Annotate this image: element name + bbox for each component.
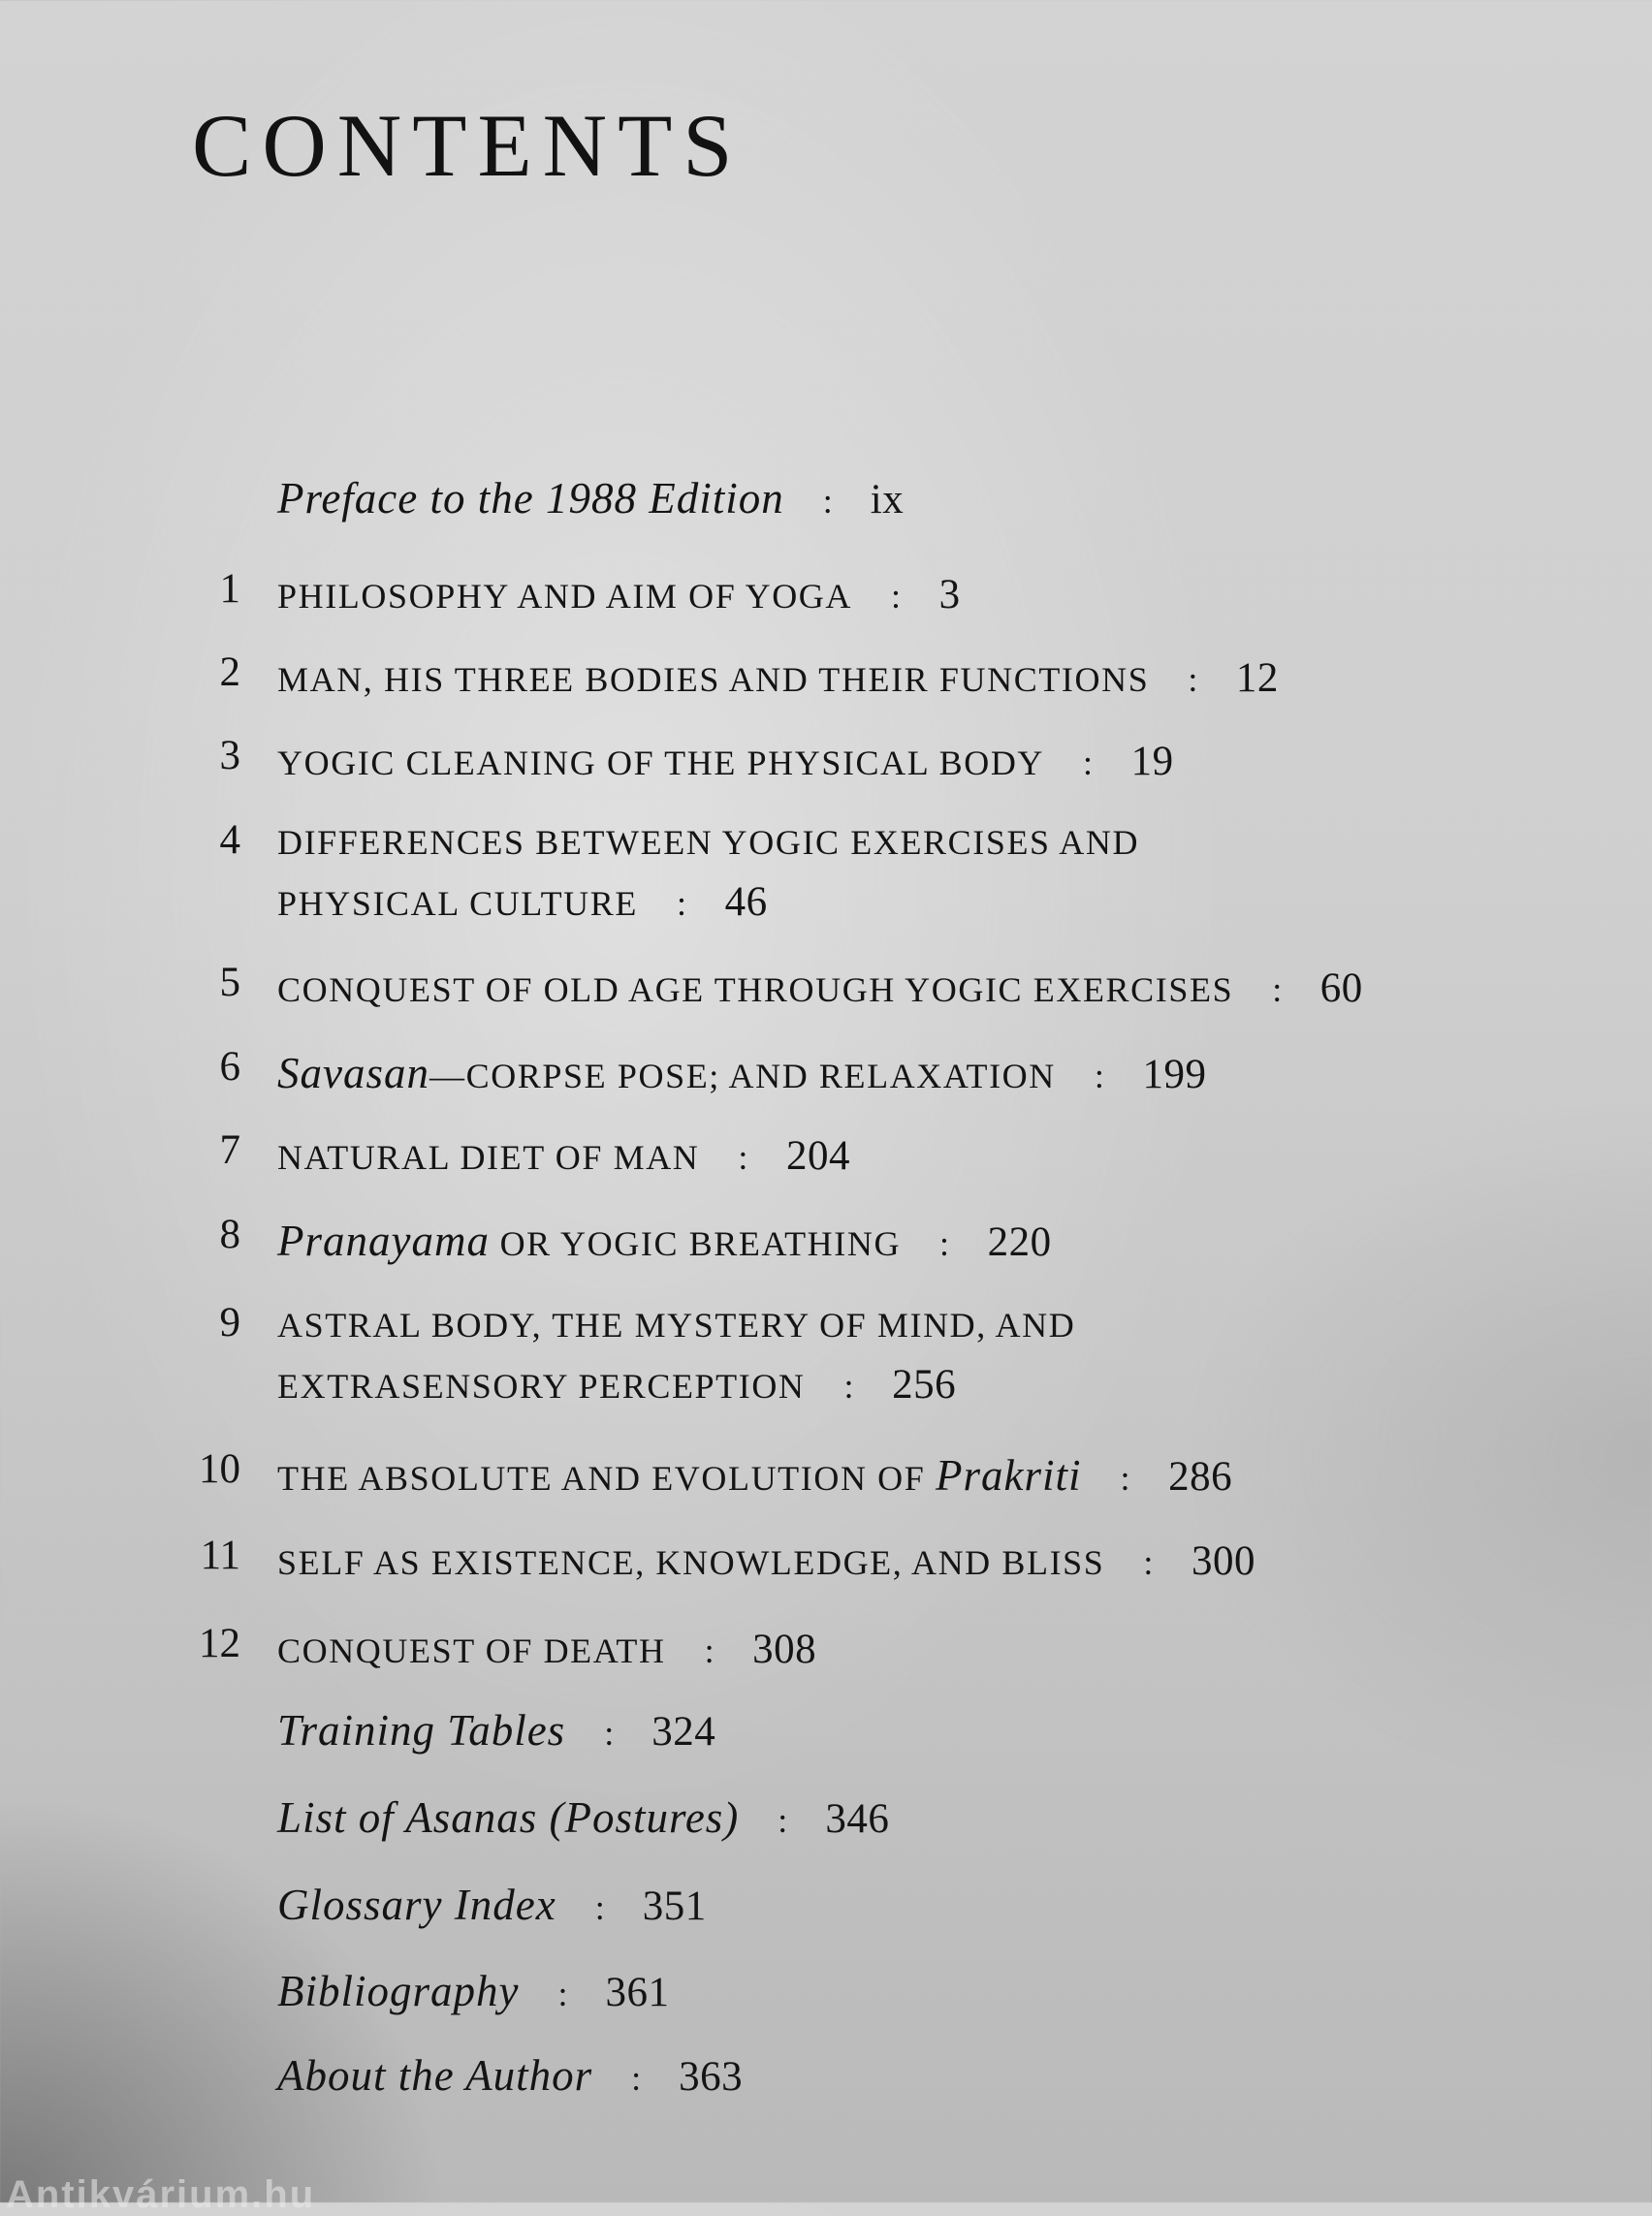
toc-entry-chapter-1[interactable] [0, 568, 1652, 646]
separator: : [676, 884, 688, 923]
separator: : [704, 1631, 716, 1670]
toc-entry-list-of-asanas[interactable] [0, 1793, 1652, 1876]
toc-entry-preface[interactable] [0, 474, 1652, 556]
separator: : [1083, 744, 1095, 782]
toc-entry-chapter-2[interactable] [0, 651, 1652, 729]
toc-entry-line [277, 1629, 816, 1670]
toc-entry-chapter-8[interactable] [0, 1214, 1652, 1291]
separator: : [822, 482, 834, 521]
separator: : [557, 1975, 569, 2013]
chapter-number: 3 [219, 733, 240, 778]
toc-entry-line [277, 1793, 890, 1842]
toc-entry-line [277, 741, 1174, 782]
page-number: 19 [1130, 739, 1174, 784]
toc-entry-chapter-4[interactable] [0, 819, 1652, 955]
separator: : [738, 1138, 750, 1177]
chapter-number: 5 [219, 960, 240, 1005]
separator: : [891, 577, 903, 616]
toc-entry-chapter-5[interactable] [0, 962, 1652, 1039]
separator: : [939, 1224, 951, 1263]
page-number: 346 [825, 1796, 890, 1842]
chapter-number: 6 [219, 1044, 240, 1090]
chapter-title: OR YOGIC BREATHING [489, 1224, 902, 1263]
toc-entry-line [277, 1706, 716, 1755]
toc-entry-line-2 [277, 881, 768, 923]
toc-entry-chapter-6[interactable] [0, 1046, 1652, 1124]
chapter-title: PHILOSOPHY AND AIM OF YOGA [277, 577, 852, 616]
toc-entry-training-tables[interactable] [0, 1706, 1652, 1789]
entry-title: Training Tables [277, 1706, 566, 1755]
page-number: 46 [724, 879, 768, 925]
separator: : [1094, 1057, 1106, 1095]
entry-title: Bibliography [277, 1967, 520, 2015]
toc-entry-line [277, 574, 961, 616]
page-number: 361 [605, 1970, 670, 2015]
chapter-title-line-2: PHYSICAL CULTURE [277, 884, 638, 923]
chapter-title-italic: Pranayama [277, 1217, 490, 1265]
chapter-number: 8 [219, 1212, 240, 1257]
chapter-number: 9 [219, 1300, 240, 1345]
watermark: Antikvárium.hu [6, 2173, 316, 2216]
separator: : [1188, 660, 1199, 699]
entry-title: List of Asanas (Postures) [277, 1793, 740, 1842]
entry-title: Glossary Index [277, 1881, 556, 1929]
page-number: 60 [1319, 966, 1363, 1011]
toc-entry-line [277, 2051, 744, 2100]
page-number: 363 [679, 2054, 744, 2100]
chapter-title-line-2: EXTRASENSORY PERCEPTION [277, 1367, 806, 1406]
toc-entry-bibliography[interactable] [0, 1967, 1652, 2049]
toc-entry-line-2 [277, 1364, 956, 1406]
chapter-title: NATURAL DIET OF MAN [277, 1138, 700, 1177]
separator: : [1272, 970, 1284, 1009]
page-number: 204 [786, 1133, 851, 1179]
entry-title: About the Author [277, 2051, 593, 2100]
chapter-number: 11 [200, 1533, 240, 1578]
separator: : [604, 1714, 616, 1753]
toc-entry-line-1 [277, 825, 1139, 860]
toc-entry-chapter-9[interactable] [0, 1302, 1652, 1438]
chapter-title: —CORPSE POSE; AND RELAXATION [429, 1057, 1056, 1095]
chapter-title: SELF AS EXISTENCE, KNOWLEDGE, AND BLISS [277, 1543, 1105, 1582]
toc-entry-line [277, 1881, 707, 1929]
toc-entry-chapter-3[interactable] [0, 735, 1652, 812]
page-title: CONTENTS [192, 96, 744, 195]
chapter-number: 7 [219, 1127, 240, 1173]
page-number: ix [870, 477, 905, 522]
page-number: 220 [987, 1219, 1052, 1265]
toc-entry-line [277, 967, 1363, 1009]
chapter-number: 1 [219, 566, 240, 612]
page-number: 256 [892, 1362, 957, 1408]
toc-entry-chapter-12[interactable] [0, 1623, 1652, 1700]
separator: : [778, 1801, 789, 1840]
page-number: 12 [1235, 655, 1279, 701]
chapter-title-italic: Savasan [277, 1049, 429, 1097]
chapter-title-line-1: DIFFERENCES BETWEEN YOGIC EXERCISES AND [277, 823, 1140, 862]
page-number: 324 [651, 1709, 716, 1755]
chapter-number: 2 [219, 649, 240, 695]
toc-entry-line [277, 1135, 850, 1177]
separator: : [594, 1888, 606, 1927]
chapter-title: CONQUEST OF DEATH [277, 1631, 666, 1670]
page-number: 3 [938, 572, 961, 617]
page-number: 300 [1191, 1538, 1256, 1584]
chapter-title: CONQUEST OF OLD AGE THROUGH YOGIC EXERCISES [277, 970, 1234, 1009]
chapter-title: MAN, HIS THREE BODIES AND THEIR FUNCTIONS [277, 660, 1150, 699]
toc-entry-about-the-author[interactable] [0, 2051, 1652, 2134]
toc-entry-line [277, 657, 1279, 699]
toc-entry-line [277, 1451, 1233, 1500]
chapter-number: 10 [199, 1446, 240, 1492]
separator: : [1120, 1459, 1132, 1498]
chapter-title: YOGIC CLEANING OF THE PHYSICAL BODY [277, 744, 1045, 782]
chapter-title: THE ABSOLUTE AND EVOLUTION OF [277, 1459, 936, 1498]
chapter-number: 4 [219, 817, 240, 863]
toc-entry-chapter-11[interactable] [0, 1535, 1652, 1612]
toc-entry-line [277, 474, 905, 522]
page-number: 308 [752, 1627, 817, 1672]
separator: : [843, 1367, 856, 1406]
toc-entry-chapter-7[interactable] [0, 1129, 1652, 1207]
chapter-title-line-1: ASTRAL BODY, THE MYSTERY OF MIND, AND [277, 1306, 1076, 1345]
separator: : [1143, 1543, 1156, 1582]
page-number: 199 [1142, 1052, 1207, 1097]
page-number: 286 [1168, 1454, 1233, 1500]
toc-entry-line-1 [277, 1308, 1075, 1343]
entry-title: Preface to the 1988 Edition [277, 474, 784, 522]
chapter-number: 12 [199, 1621, 240, 1666]
toc-entry-line [277, 1049, 1207, 1097]
chapter-title-italic: Prakriti [935, 1451, 1082, 1500]
page-number: 351 [642, 1884, 707, 1929]
separator: : [631, 2059, 643, 2098]
toc-entry-glossary-index[interactable] [0, 1881, 1652, 1963]
toc-entry-line [277, 1540, 1255, 1582]
toc-entry-line [277, 1219, 1052, 1263]
toc-entry-chapter-10[interactable] [0, 1448, 1652, 1526]
toc-entry-line [277, 1967, 670, 2015]
